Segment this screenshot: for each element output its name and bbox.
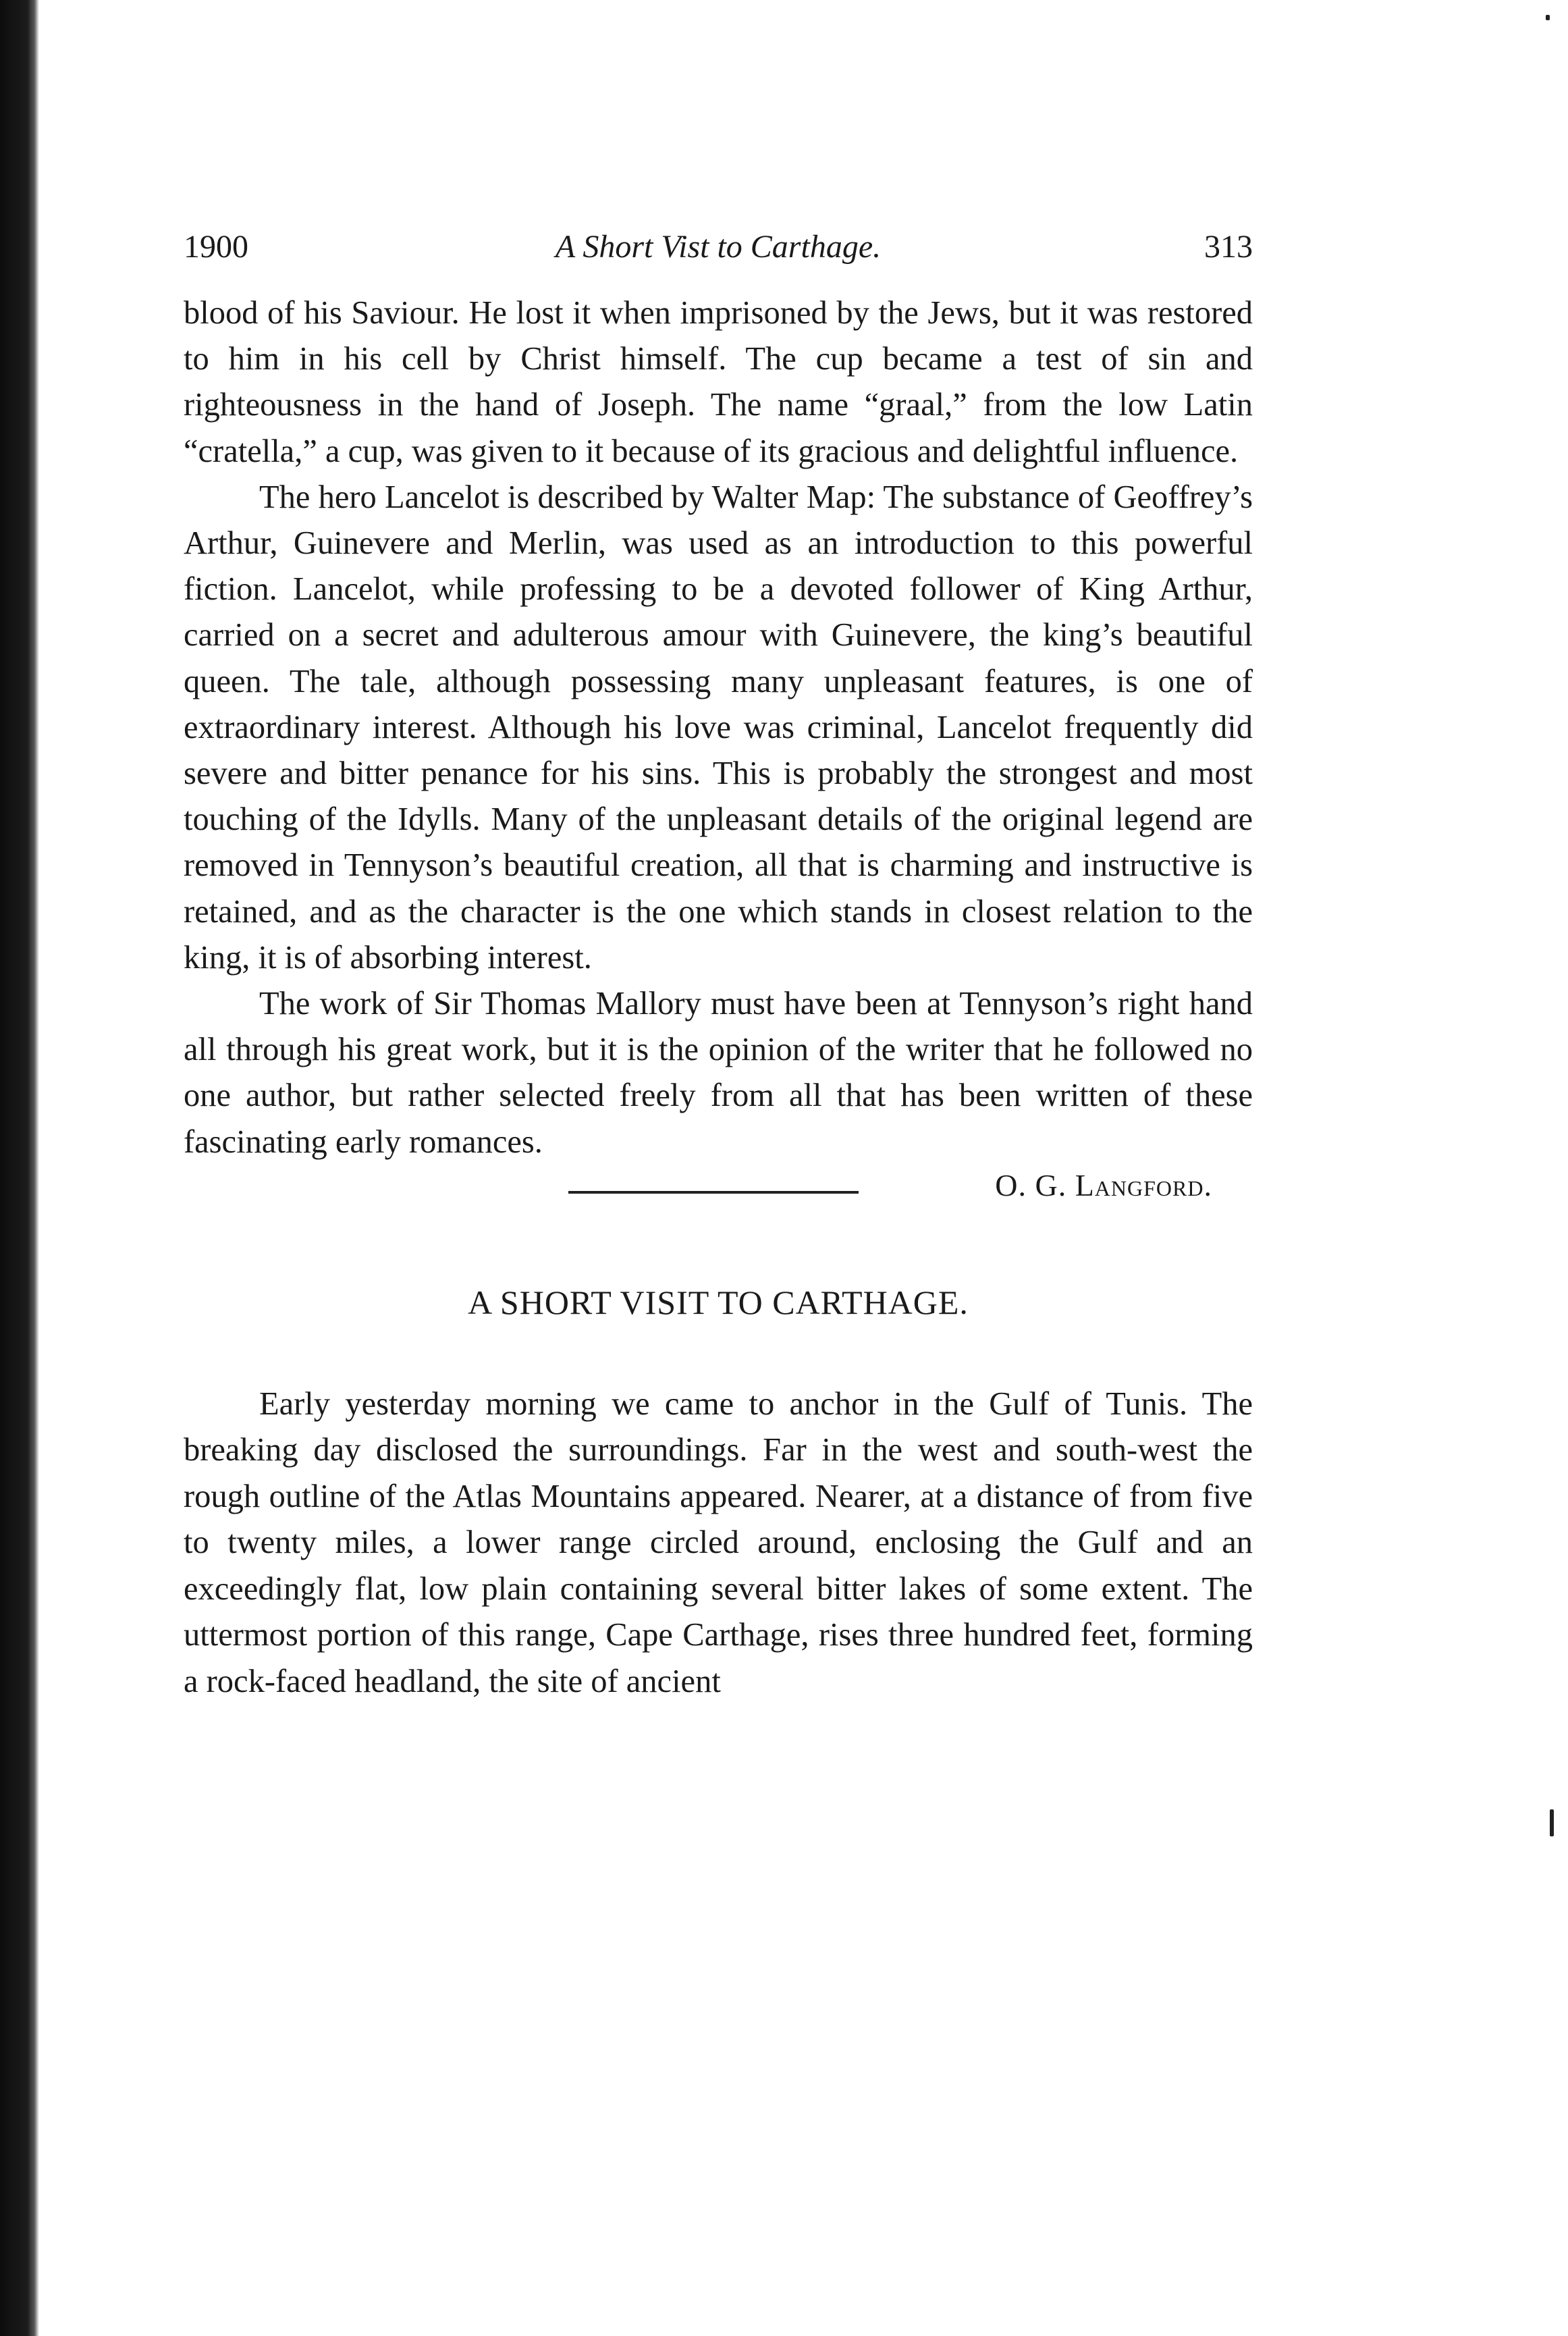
- scanned-binding-edge: [0, 0, 39, 2336]
- scan-speck: [1546, 15, 1550, 20]
- continued-article-text: [184, 290, 1253, 1165]
- scan-speck: [1550, 1809, 1554, 1836]
- paragraph: Early yesterday morning we came to anchor in the Gulf of Tunis. The breaking day disclosed the surroundings. Far in the west and south-west the rough outline of the Atlas Mountains appeared. Nearer, at a distance of from five to twenty miles, a lower range circled around, enclosing the Gulf and an exceedingly flat, low plain containing several bitter lakes of some extent. The uttermost portion of this range, Cape Carthage, rises three hundred feet, forming a rock-faced headland, the site of ancient: [184, 1385, 1253, 1699]
- paragraph: The hero Lancelot is described by Walter Map: The substance of Geoffrey’s Arthur, Guinevere and Merlin, was used as an introduction to this powerful fiction. Lancelot, while professing to be a devoted follower of King Arthur, carried on a secret and adulterous amour with Guinevere, the king’s beautiful queen. The tale, although possessing many unpleasant features, is one of extraordinary interest. Although his love was criminal, Lancelot frequently did severe and bitter penance for his sins. This is probably the strongest and most touching of the Idylls. Many of the unpleasant details of the original legend are removed in Tennyson’s beautiful creation, all that is charming and instructive is retained, and as the character is the one which stands in closest relation to the king, it is of absorbing interest.: [184, 479, 1253, 976]
- author-initials: O. G.: [995, 1167, 1075, 1202]
- article-title: A SHORT VISIT TO CARTHAGE.: [468, 1283, 969, 1321]
- article-body: [184, 1381, 1253, 1705]
- running-head-year: 1900: [184, 229, 248, 265]
- page: [184, 223, 1253, 1705]
- author-surname: Langford.: [1075, 1167, 1212, 1202]
- author-signature: [995, 1163, 1212, 1209]
- paragraph: The work of Sir Thomas Mallory must have been at Tennyson’s right hand all through his great work, but it is the opinion of the writer that he followed no one author, but rather selected freely from all that has been written of these fascinating early romances.: [184, 986, 1253, 1160]
- author-signature-block: [184, 1165, 1253, 1211]
- running-head-title: A Short Vist to Carthage.: [555, 229, 882, 265]
- paragraph: blood of his Saviour. He lost it when imprisoned by the Jews, but it was restored to him in his cell by Christ himself. The cup became a test of sin and righteousness in the hand of Joseph. The name “graal,” from the low Latin “cratella,” a cup, was given to it because of its gracious and delightful influence.: [184, 295, 1253, 469]
- page-number: 313: [1204, 229, 1253, 265]
- running-head: [184, 223, 1253, 271]
- section-divider-rule: [568, 1191, 859, 1194]
